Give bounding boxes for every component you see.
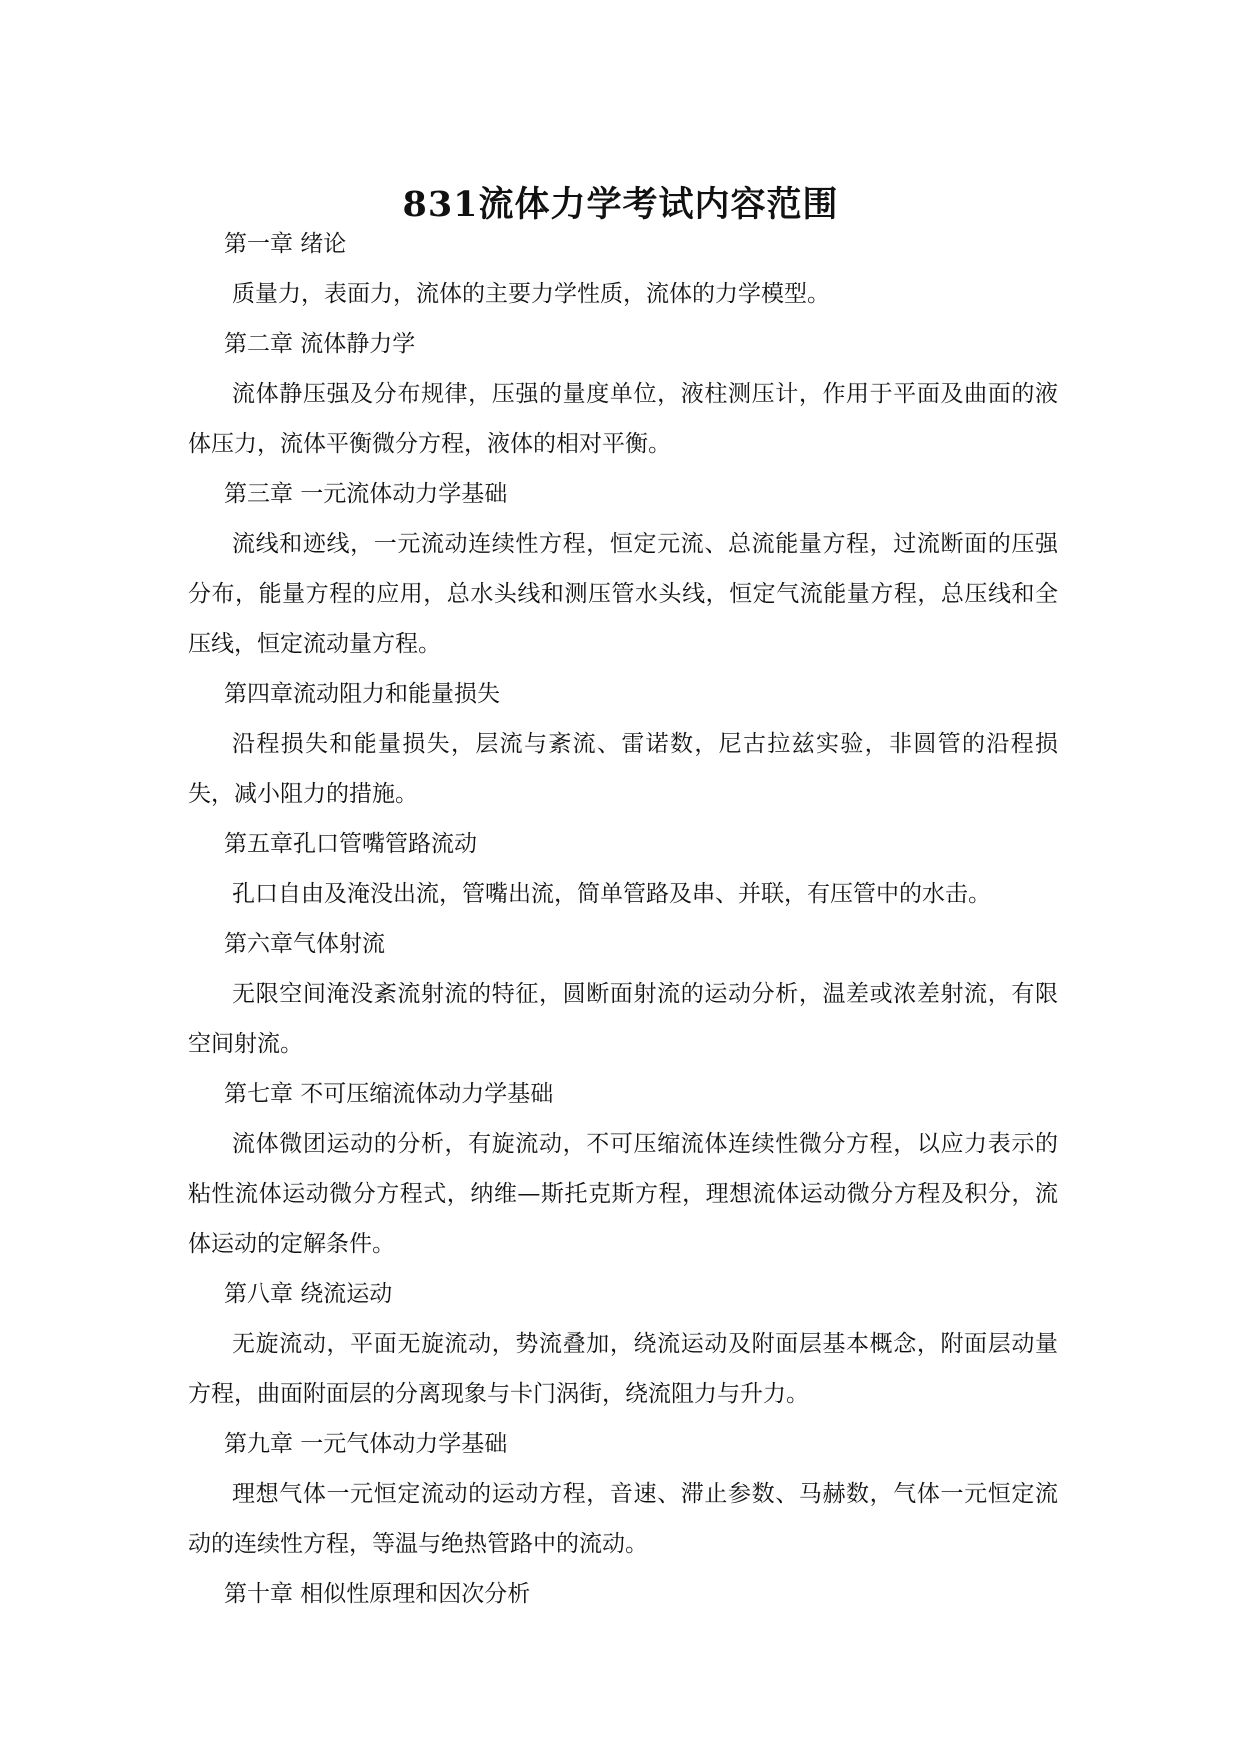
- document-body: [188, 219, 1058, 1619]
- chapter-section: [188, 1269, 1058, 1419]
- chapter-section: [188, 1569, 1058, 1619]
- chapter-text: 无限空间淹没紊流射流的特征，圆断面射流的运动分析，温差或浓差射流，有限空间射流。: [188, 981, 1058, 1057]
- chapter-section: [188, 1069, 1058, 1269]
- chapter-section: [188, 469, 1058, 669]
- chapter-text: 质量力，表面力，流体的主要力学性质，流体的力学模型。: [232, 281, 830, 307]
- chapter-heading: 第九章 一元气体动力学基础: [224, 1431, 508, 1457]
- chapter-heading: 第一章 绪论: [224, 231, 347, 257]
- chapter-heading: 第八章 绕流运动: [224, 1281, 393, 1307]
- chapter-heading: 第七章 不可压缩流体动力学基础: [224, 1081, 554, 1107]
- chapter-heading: 第三章 一元流体动力学基础: [224, 481, 508, 507]
- chapter-text: 无旋流动，平面无旋流动，势流叠加，绕流运动及附面层基本概念，附面层动量方程，曲面附面层的分离现象与卡门涡街，绕流阻力与升力。: [188, 1331, 1058, 1407]
- chapter-text: 理想气体一元恒定流动的运动方程，音速、滞止参数、马赫数，气体一元恒定流动的连续性方程，等温与绝热管路中的流动。: [188, 1481, 1058, 1557]
- chapter-section: [188, 669, 1058, 819]
- chapter-text: 流线和迹线，一元流动连续性方程，恒定元流、总流能量方程，过流断面的压强分布，能量方程的应用，总水头线和测压管水头线，恒定气流能量方程，总压线和全压线，恒定流动量方程。: [188, 531, 1058, 657]
- chapter-heading: 第十章 相似性原理和因次分析: [224, 1581, 531, 1607]
- chapter-text: 流体静压强及分布规律，压强的量度单位，液柱测压计，作用于平面及曲面的液体压力，流体平衡微分方程，液体的相对平衡。: [188, 381, 1058, 457]
- chapter-section: [188, 919, 1058, 1069]
- chapter-section: [188, 219, 1058, 319]
- chapter-text: 流体微团运动的分析，有旋流动，不可压缩流体连续性微分方程，以应力表示的粘性流体运动微分方程式，纳维—斯托克斯方程，理想流体运动微分方程及积分，流体运动的定解条件。: [188, 1131, 1058, 1257]
- chapter-heading: 第五章孔口管嘴管路流动: [224, 831, 477, 857]
- chapter-section: [188, 1419, 1058, 1569]
- chapter-section: [188, 819, 1058, 919]
- chapter-text: 沿程损失和能量损失，层流与紊流、雷诺数，尼古拉兹实验，非圆管的沿程损失，减小阻力的措施。: [188, 731, 1058, 807]
- chapter-text: 孔口自由及淹没出流，管嘴出流，简单管路及串、并联，有压管中的水击。: [232, 881, 991, 907]
- document-title: 831流体力学考试内容范围: [402, 184, 839, 226]
- chapter-section: [188, 319, 1058, 469]
- chapter-heading: 第二章 流体静力学: [224, 331, 416, 357]
- chapter-heading: 第六章气体射流: [224, 931, 385, 957]
- chapter-heading: 第四章流动阻力和能量损失: [224, 681, 500, 707]
